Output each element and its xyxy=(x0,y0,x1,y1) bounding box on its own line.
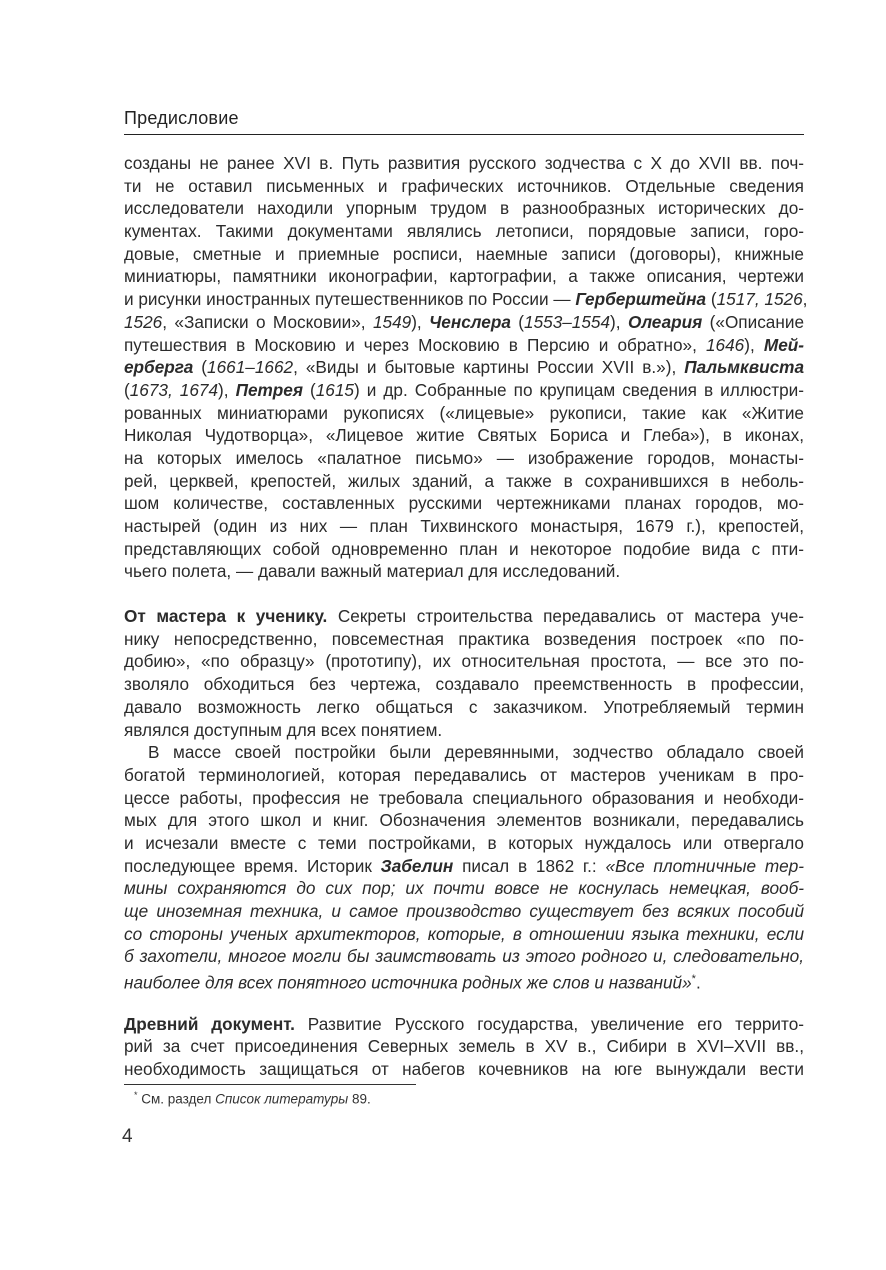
text-line: (1673, 1674), Петрея (1615) и др. Собранные по крупицам сведения в иллюстри- xyxy=(124,379,805,400)
text-line: рий за счет присоединения Северных земель в XV в., Сибири в XVI–XVII вв., xyxy=(124,1036,804,1057)
author-name: Петрея xyxy=(235,379,303,400)
author-name: Пальмквиста xyxy=(684,357,804,378)
text-line: представляющих собой одновременно план и некоторое подобие вида с пти- xyxy=(124,538,804,559)
footnote: * См. раздел Список литературы 89. xyxy=(134,1090,371,1107)
text-line: 1526, «Записки о Московии», 1549), Ченслера (1553–1554), Олеария («Описание xyxy=(124,311,805,332)
text-line: В массе своей постройки были деревянными, зодчество обладало своей xyxy=(148,742,804,763)
text-line: чьего полета, — давали важный материал для исследований. xyxy=(124,561,621,582)
author-name: Олеария xyxy=(627,311,703,332)
text-line: От мастера к ученику. Секреты строительства передавались от мастера уче- xyxy=(124,606,804,627)
text-line: созданы не ранее XVI в. Путь развития русского зодчества с X до XVII вв. поч- xyxy=(124,153,804,173)
header-rule xyxy=(124,134,804,135)
text-line: и рисунки иностранных путешественников по России — Герберштейна (1517, 1526, xyxy=(124,289,808,310)
footnote-rule xyxy=(124,1084,416,1085)
text-line: Николая Чудотворца», «Лицевое житие Святых Бориса и Глеба»), в иконах, xyxy=(124,425,804,446)
author-name: Забелин xyxy=(380,855,454,876)
text-line: ще иноземная техника, и самое производство существует без всяких пособий xyxy=(124,901,804,921)
quote: «Все плотничные тер- xyxy=(605,855,804,876)
text-line: являлся доступным для всех понятием. xyxy=(124,719,443,740)
footnote-marker[interactable]: * xyxy=(691,973,696,986)
text-line: ерберга (1661–1662, «Виды и бытовые картины России XVII в.»), Пальмквиста xyxy=(124,357,804,378)
text-line: давало возможность легко общаться с заказчиком. Употребляемый термин xyxy=(124,696,804,717)
text-line: кументах. Такими документами являлись летописи, порядовые записи, горо- xyxy=(124,221,804,242)
running-header: Предисловие xyxy=(124,108,239,128)
author-name: Герберштейна xyxy=(575,289,707,310)
text-line: миниатюры, памятники иконографии, картографии, а также описания, чертежи xyxy=(124,266,804,287)
text-line: исследователи находили упорным трудом в разнообразных исторических до- xyxy=(124,198,804,219)
text-line: б захотели, многое могли бы заимствовать из этого родного и, следовательно, xyxy=(124,946,804,967)
text-line: ти не оставил письменных и графических источников. Отдельные сведения xyxy=(124,175,804,196)
section-heading: Древний документ. xyxy=(124,1013,295,1034)
text-line: со стороны ученых архитекторов, которые, в отношении языка техники, если xyxy=(124,923,804,944)
page-number: 4 xyxy=(122,1126,133,1147)
author-name: Ченслера xyxy=(429,311,511,332)
text-line: последующее время. Историк Забелин писал в 1862 г.: «Все плотничные тер- xyxy=(124,855,804,876)
text-line: путешествия в Московию и через Московию в Персию и обратно», 1646), Мей- xyxy=(124,334,804,355)
text-line: необходимость защищаться от набегов кочевников на юге вынуждали вести xyxy=(124,1059,804,1080)
text-line: богатой терминологией, которая передавались от мастеров ученикам в про- xyxy=(124,764,804,785)
text-line: мины сохраняются до сих пор; их почти вовсе не коснулась немецкая, вооб- xyxy=(124,878,804,899)
text-line: рей, церквей, крепостей, жилых зданий, а также в сохранившихся в неболь- xyxy=(124,470,804,491)
text-line: добию», «по образцу» (прототипу), их относительная простота, — все это по- xyxy=(124,651,804,672)
text-line: рованных миниатюрами рукописях («лицевые» рукописи, такие как «Житие xyxy=(124,402,804,423)
text-line: Древний документ. Развитие Русского государства, увеличение его террито- xyxy=(124,1013,804,1034)
text-line: на которых имелось «палатное письмо» — изображение городов, монасты- xyxy=(124,447,804,468)
text-line: довые, сметные и приемные росписи, наемные записи (договоры), книжные xyxy=(124,243,804,264)
text-line: мых для этого школ и книг. Обозначения элементов возникали, передавались xyxy=(124,810,804,831)
text-line: нику непосредственно, повсеместная практика возведения построек «по по- xyxy=(124,628,804,649)
section-heading: От мастера к ученику. xyxy=(124,606,328,627)
text-line: наиболее для всех понятного источника родных же слов и названий»*. xyxy=(124,972,701,993)
text-line: настырей (один из них — план Тихвинского монастыря, 1679 г.), крепостей, xyxy=(124,516,804,536)
text-line: зволяло обходиться без чертежа, создавало преемственность в профессии, xyxy=(124,674,804,695)
text-line: цессе работы, профессия не требовала специального образования и необходи- xyxy=(124,787,804,808)
page-body xyxy=(124,152,808,1081)
text-line: и исчезали вместе с теми постройками, в которых нуждалось или отвергало xyxy=(124,832,804,853)
text-line: шом количестве, составленных русскими чертежниками планах городов, мо- xyxy=(124,493,804,514)
